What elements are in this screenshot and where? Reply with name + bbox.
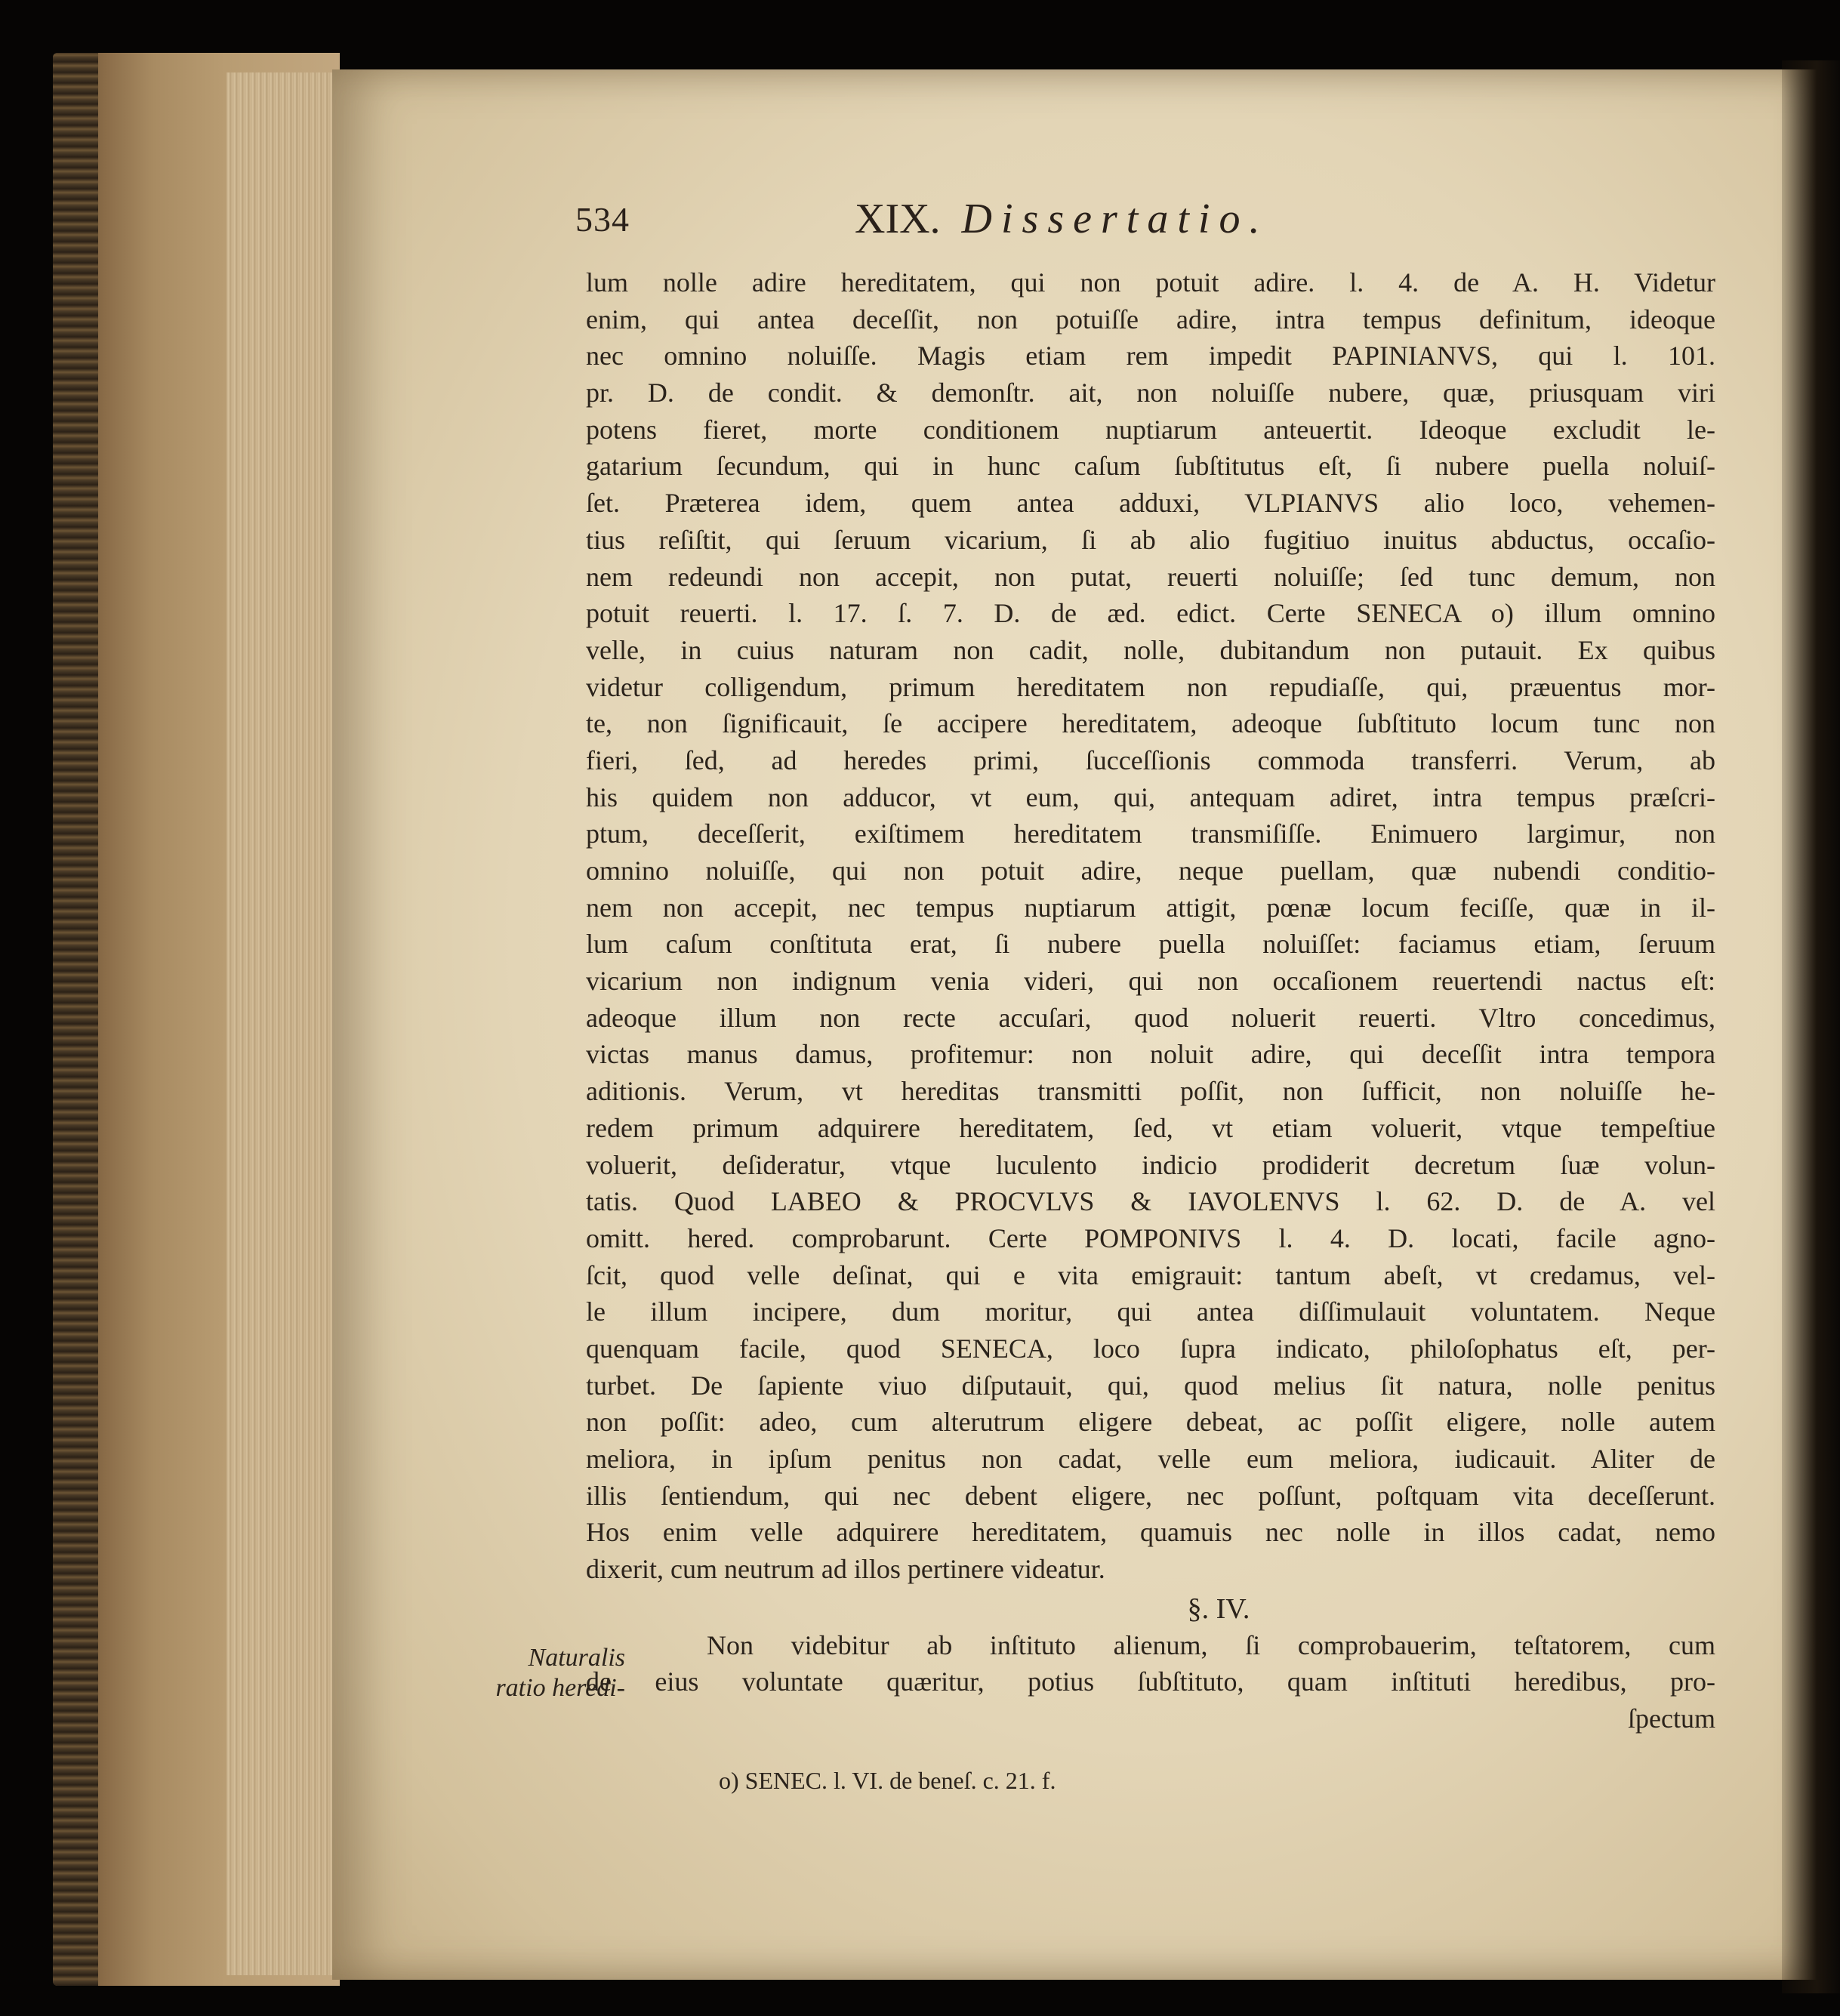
main-text-block — [586, 264, 1715, 1737]
text-line: adeoque illum non recte accuſari, quod noluerit reuerti. Vltro concedimus, — [586, 1002, 1715, 1033]
text-line: victas manus damus, profitemur: non noluit adire, qui deceſſit intra tempora — [586, 1039, 1715, 1070]
text-line: voluerit, deſideratur, vtque luculento indicio prodiderit decretum ſuæ volun- — [586, 1149, 1715, 1180]
text-line: ſet. Præterea idem, quem antea adduxi, VLPIANVS alio loco, vehemen- — [586, 488, 1715, 519]
section-paragraph — [586, 1627, 1715, 1700]
text-line: meliora, in ipſum penitus non cadat, velle eum meliora, iudicauit. Aliter de — [586, 1444, 1715, 1474]
page-number: 534 — [575, 200, 630, 239]
title-prefix: XIX. — [855, 196, 941, 242]
section-heading: §. IV. — [1187, 1592, 1250, 1625]
catchword: ſpectum — [1628, 1703, 1715, 1734]
text-line: redem primum adquirere hereditatem, ſed, vt etiam voluerit, vtque tempeſtiue — [586, 1112, 1715, 1143]
text-line: omnino noluiſſe, qui non potuit adire, neque puellam, quæ nubendi conditio- — [586, 855, 1715, 886]
text-line: potens fieret, morte conditionem nuptiarum anteuertit. Ideoque excludit le- — [586, 414, 1715, 445]
text-line: dixerit, cum neutrum ad illos pertinere videatur. — [586, 1554, 1105, 1585]
facing-page-edge — [1782, 60, 1840, 1993]
margin-note-line: Naturalis — [528, 1644, 625, 1672]
text-line: Hos enim velle adquirere hereditatem, quamuis nec nolle in illos cadat, nemo — [586, 1517, 1715, 1548]
text-line: his quidem non adducor, vt eum, qui, antequam adiret, intra tempus præſcri- — [586, 781, 1715, 812]
running-header — [575, 195, 1481, 248]
text-line: non poſſit: adeo, cum alterutrum eligere debeat, ac poſſit eligere, nolle autem — [586, 1407, 1715, 1438]
text-line: pr. D. de condit. & demonſtr. ait, non noluiſſe nubere, quæ, priusquam viri — [586, 378, 1715, 408]
text-line: ſcit, quod velle deſinat, qui e vita emigrauit: tantum abeſt, vt credamus, vel- — [586, 1259, 1715, 1290]
margin-note — [452, 1643, 625, 1703]
text-line: enim, qui antea deceſſit, non potuiſſe adire, intra tempus definitum, ideoque — [586, 304, 1715, 334]
text-line: lum nolle adire hereditatem, qui non potuit adire. l. 4. de A. H. Videtur — [586, 267, 1715, 297]
text-line: tatis. Quod LABEO & PROCVLVS & IAVOLENVS l. 62. D. de A. vel — [586, 1186, 1715, 1217]
text-line: turbet. De ſapiente viuo diſputauit, qui, quod melius ſit natura, nolle penitus — [586, 1370, 1715, 1401]
text-line: vicarium non indignum venia videri, qui non occaſionem reuertendi nactus eſt: — [586, 966, 1715, 997]
text-line: gatarium ſecundum, qui in hunc caſum ſubſtitutus eſt, ſi nubere puella noluiſ- — [586, 451, 1715, 482]
text-line: nem redeundi non accepit, non putat, reuerti noluiſſe; ſed tunc demum, non — [586, 561, 1715, 592]
text-line: le illum incipere, dum moritur, qui antea diſſimulauit voluntatem. Neque — [586, 1296, 1715, 1327]
text-line: lum caſum conſtituta erat, ſi nubere puella noluiſſet: faciamus etiam, ſeruum — [586, 929, 1715, 960]
text-line: Non videbitur ab inſtituto alienum, ſi comprobauerim, teſtatorem, cum — [707, 1629, 1715, 1660]
text-line: illis ſentiendum, qui nec debent eligere, nec poſſunt, poſtquam vita deceſſerunt. — [586, 1480, 1715, 1511]
text-line: ptum, deceſſerit, exiſtimem hereditatem transmiſiſſe. Enimuero largimur, non — [586, 818, 1715, 849]
text-line: aditionis. Verum, vt hereditas transmitti poſſit, non ſufficit, non noluiſſe he- — [586, 1076, 1715, 1107]
book-edge — [53, 53, 98, 1986]
text-line: fieri, ſed, ad heredes primi, ſucceſſionis commoda transferri. Verum, ab — [586, 744, 1715, 775]
running-title — [855, 195, 1268, 243]
margin-note-line: ratio heredi- — [495, 1674, 625, 1702]
text-line: velle, in cuius naturam non cadit, nolle, dubitandum non putauit. Ex quibus — [586, 634, 1715, 665]
footnote: o) SENEC. l. VI. de beneſ. c. 21. f. — [719, 1767, 1056, 1794]
page-stack-edges — [227, 72, 347, 1975]
body-paragraph — [586, 264, 1715, 1588]
text-line: de eius voluntate quæritur, potius ſubſtituto, quam inſtituti heredibus, pro- — [586, 1666, 1715, 1697]
text-line: tius reſiſtit, qui ſeruum vicarium, ſi ab alio fugitiuo inuitus abductus, occaſio- — [586, 524, 1715, 555]
text-line: nec omnino noluiſſe. Magis etiam rem impedit PAPINIANVS, qui l. 101. — [586, 341, 1715, 371]
text-line: te, non ſignificauit, ſe accipere hereditatem, adeoque ſubſtituto locum tunc non — [586, 708, 1715, 739]
text-line: quenquam facile, quod SENECA, loco ſupra indicato, philoſophatus eſt, per- — [586, 1333, 1715, 1364]
title-word: Dissertatio. — [961, 196, 1269, 242]
text-line: nem non accepit, nec tempus nuptiarum attigit, pœnæ locum feciſſe, quæ in il- — [586, 892, 1715, 923]
text-line: omitt. hered. comprobarunt. Certe POMPONIVS l. 4. D. locati, facile agno- — [586, 1222, 1715, 1253]
text-line: videtur colligendum, primum hereditatem non repudiaſſe, qui, præuentus mor- — [586, 671, 1715, 702]
text-line: potuit reuerti. l. 17. ſ. 7. D. de æd. edict. Certe SENECA o) illum omnino — [586, 598, 1715, 629]
